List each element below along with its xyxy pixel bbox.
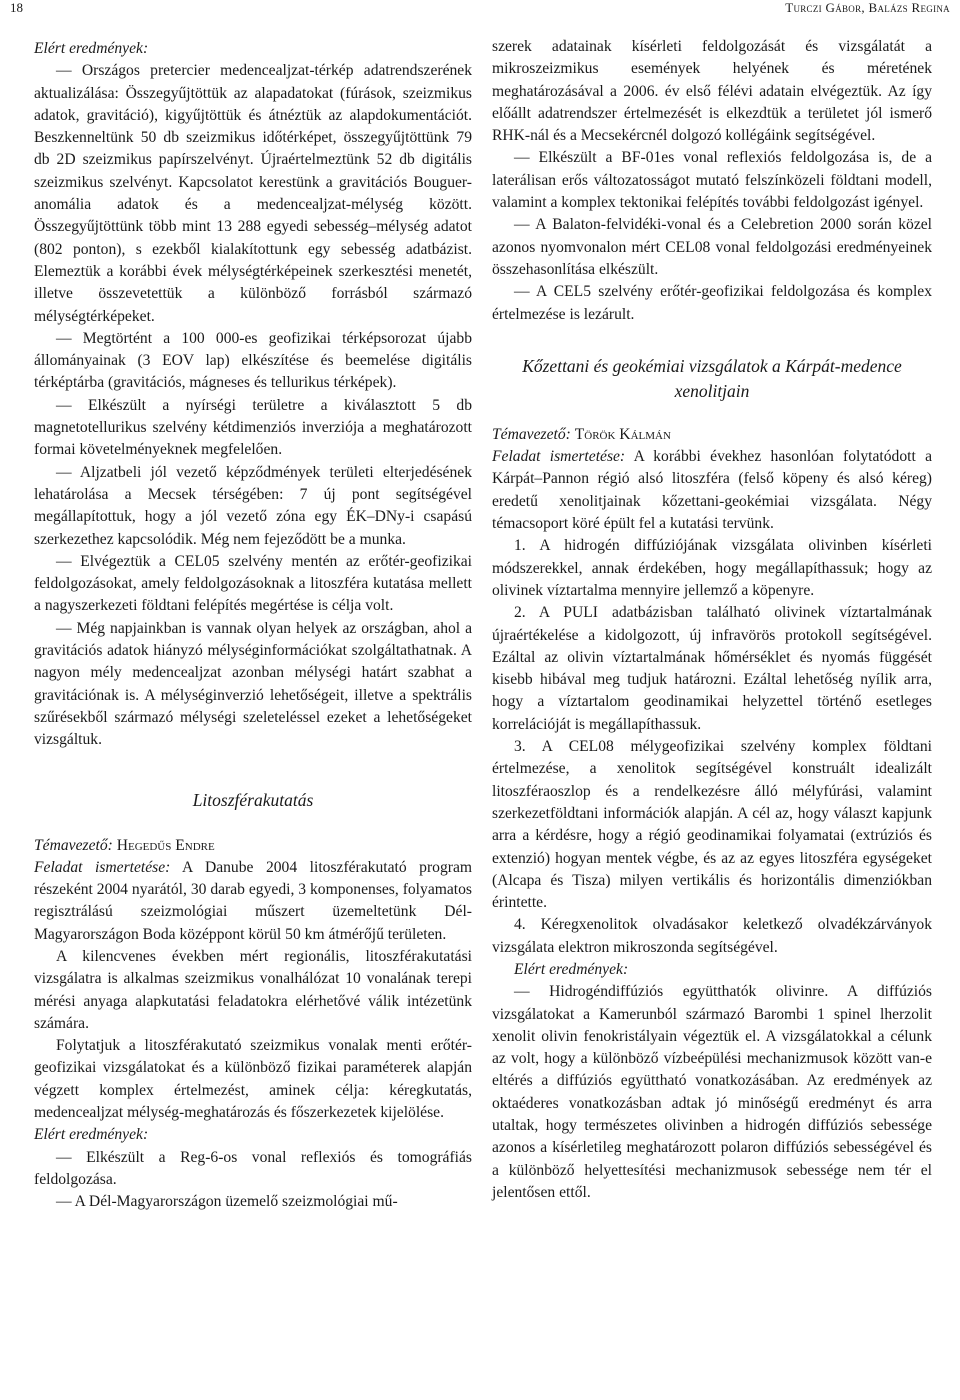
running-title: Turczi Gábor, Balázs Regina: [785, 0, 950, 15]
supervisor-label: Témavezető:: [492, 425, 571, 443]
task-text: A korábbi évekhez hasonlóan folytatódott a Kárpát–Pannon régió alsó litoszféra (felső köpeny és alsó kéreg) eredetű xenolitjainak kőzettani-geokémiai vizsgálata. Négy témacsoport köré épült fel a kutatási tervünk.: [492, 448, 932, 533]
page-number: 18: [10, 0, 23, 15]
right-column: [492, 36, 932, 1204]
section-title-xenolit: Kőzettani és geokémiai vizsgálatok a Kárpát-medence xenolitjain: [522, 355, 902, 401]
task-text: A Danube 2004 litoszférakutató program részeként 2004 nyarától, 30 darab egyedi, 3 komponenses, folyamatos regisztrálású szeizmológiai műszert üzemeltetünk Dél-Magyarországon Boda középpont körül 50 km átmérőjű területen.: [34, 858, 472, 943]
paragraph: — A CEL5 szelvény erőtér-geofizikai feldolgozása és komplex értelmezése is lezárult.: [492, 283, 932, 323]
paragraph: — Elkészült a BF-01es vonal reflexiós feldolgozása is, de a laterálisan erős változatosságot mutató felszínközeli földtani modell, valamint a komplex tektonikai felépítés további feldolgozást igényel.: [492, 149, 932, 212]
paragraph: — A Dél-Magyarországon üzemelő szeizmológiai mű-: [56, 1193, 398, 1211]
supervisor-label: Témavezető:: [34, 836, 113, 854]
paragraph: 2. A PULI adatbázisban található olivinek víztartalmának újraértékelése a kidolgozott, új infravörös protokoll segítségével. Ezáltal az olivin víztartalmának hőmérséklet és nyomás függését kisebb hibával meg tudjuk határozni. Ezáltal lehetőség nyílik arra, hogy a víztartalom geodinamikai helyzettel történő esetleges korrelációját is megállapíthassuk.: [492, 604, 932, 733]
paragraph: — Elkészült a Reg-6-os vonal reflexiós és tomográfiás feldolgozása.: [34, 1148, 472, 1188]
task-label: Feladat ismertetése:: [34, 858, 171, 876]
results-label: Elért eredmények:: [514, 960, 629, 978]
results-label: Elért eredmények:: [34, 40, 149, 57]
paragraph: — Még napjainkban is vannak olyan helyek az országban, ahol a gravitációs adatok hiányzó mélységinformációkat szolgáltathatnak. A nagyon mély medencealjzat azonban mélységi határt szabhat a gravitációnak is. A mélységinverzió lehetőségeit, illetve a spektrális szűrésekből származó mélységi szeleteléssel ezeket a lehetőségeket vizsgáltuk.: [34, 619, 472, 749]
supervisor-line: [34, 835, 472, 857]
supervisor-name: Hegedűs Endre: [116, 836, 215, 854]
paragraph: — Aljzatbeli jól vezető képződmények területi elterjedésének lehatárolása a Mecsek térségében: 7 új pont segítségével megállapítottuk, hogy a jól vezető zóna egy ÉK–DNy-i csapású szerkezethez kapcsolódik. Még nem fejeződött be a munka.: [34, 463, 472, 548]
paragraph: 3. A CEL08 mélygeofizikai szelvény komplex földtani értelmezése, a xenolitok segítségével konstruált idealizált litoszféraoszlop és a rendelkezésre álló mélyfúrási, valamint szerkezetföldtani információk alapján. A cél az, hogy választ kapjunk arra a kérdésre, hogy a régió geodinamikai folyamatai (extrúziós és extenzió) hogyan mentek végbe, és az az egyes litoszféra egységeket (Alcapa és Tisza) milyen vertikális és horizontális dimenziókban érintette.: [492, 738, 932, 912]
paragraph: — A Balaton-felvidéki-vonal és a Celebretion 2000 során közel azonos nyomvonalon mért CEL08 vonal feldolgozási eredményeinek összehasonlítása elkészült.: [492, 216, 932, 278]
paragraph: Folytatjuk a litoszférakutató szeizmikus vonalak menti erőtér-geofizikai vizsgálatokat és a különböző fizikai paraméterek alapján végzett komplex értelmezést, aminek célja: kéregkutatás, medencealjzat mélység-meghatározás és főszerkezetek kijelölése.: [34, 1037, 472, 1122]
results-label: Elért eredmények:: [34, 1126, 149, 1144]
supervisor-line: [492, 424, 932, 446]
task-paragraph: [492, 446, 932, 535]
section-title-litoszferakutatas: Litoszférakutatás: [192, 789, 314, 810]
paragraph: A kilencvenes években mért regionális, litoszférakutatási vizsgálatra is alkalmas szeizmikus vonalhálózat 10 vonalának terepi mérési anyaga alapkutatási feladatokra elérhetővé válik intézetünk számára.: [34, 947, 472, 1032]
paragraph: — Elkészült a nyírségi területre a kiválasztott 5 db magnetotellurikus szelvény kétdimenziós inverziója a meghatározott formai követelményeknek megfelelően.: [34, 396, 472, 459]
paragraph: — Hidrogéndiffúziós együtthatók olivinre. A diffúziós vizsgálatokat a Kamerunból származó Barombi 1 spinel lherzolit xenolit olivin fenokristályain végeztük el. A vizsgálatokkal a célunk az volt, hogy a különböző vízbeépülési mechanizmusok között van-e eltérés a diffúziós együttható vonatkozásában. Az eredmények az oktaéderes vonatkozásban adtak jó minőségű eredményt és arra utaltak, hogy természetes olivinben a hidrogén diffúziós sebessége azonos a kísérletileg meghatározott polaron diffúziós sebességével és a különböző helyettesítési mechanizmusok sebessége nem tér el jelentősen ettől.: [492, 983, 932, 1201]
paragraph: szerek adatainak kísérleti feldolgozását és vizsgálatát a mikroszeizmikus események helyének és méretének meghatározásával a 2006. év első félévi adatain elvégeztük. Az így előállt adatrendszer értelmezését is elkezdtük a területet jól ismerő RHK-nál és a Mecsekércnél dolgozó kollégáink segítségével.: [492, 38, 932, 145]
left-column: [34, 38, 472, 1214]
paragraph: — Megtörtént a 100 000-es geofizikai térképsorozat újabb állományainak (3 EOV lap) elkészítése és beemelése digitális térképtárba (gravitációs, mágneses és tellurikus térképek).: [34, 329, 472, 392]
paragraph: — Országos pretercier medencealjzat-térkép adatrendszerének aktualizálása: Összegyűjtöttük az alapadatokat (fúrások, szeizmikus adatok, gravitáció), kigyűjtöttük és átnéztük az alapdokumentációt. Beszkenneltünk 50 db szeizmikus időtérképet, összegyűjtöttünk 79 db 2D szeizmikus papírszelvényt. Újraértelmeztünk 52 db digitális szeizmikus szelvényt. Kapcsolatot kerestünk a gravitációs Bouguer-anomália adatok és a medencealjzat-mélység között. Összegyűjtöttünk több mint 13 288 egyedi sebesség–mélység adatot (802 ponton), s ezekből kialakítottunk egy sebesség adatbázist. Elemeztük a korábbi évek mélységtérképeinek szerkesztési menetét, illetve összevetettük a különböző forrásból származó mélységtérképeket.: [34, 62, 472, 325]
paragraph: 1. A hidrogén diffúziójának vizsgálata olivinben kísérleti módszerekkel, annak érdekében, hogy megállapíthassuk; hogy az olivinek víztartalma mennyire jellemző a köpenyre.: [492, 537, 932, 599]
task-label: Feladat ismertetése:: [492, 448, 626, 466]
paragraph: — Elvégeztük a CEL05 szelvény mentén az erőtér-geofizikai feldolgozásokat, amely feldolgozásoknak a litoszféra kutatása mellett a nagyszerkezeti földtani felépítés megértése is célja volt.: [34, 552, 472, 615]
paragraph: 4. Kéregxenolitok olvadásakor keletkező olvadékzárványok vizsgálata elektron mikroszonda segítségével.: [492, 916, 932, 956]
running-header: [0, 0, 960, 22]
task-paragraph: [34, 857, 472, 946]
supervisor-name: Török Kálmán: [574, 425, 671, 443]
